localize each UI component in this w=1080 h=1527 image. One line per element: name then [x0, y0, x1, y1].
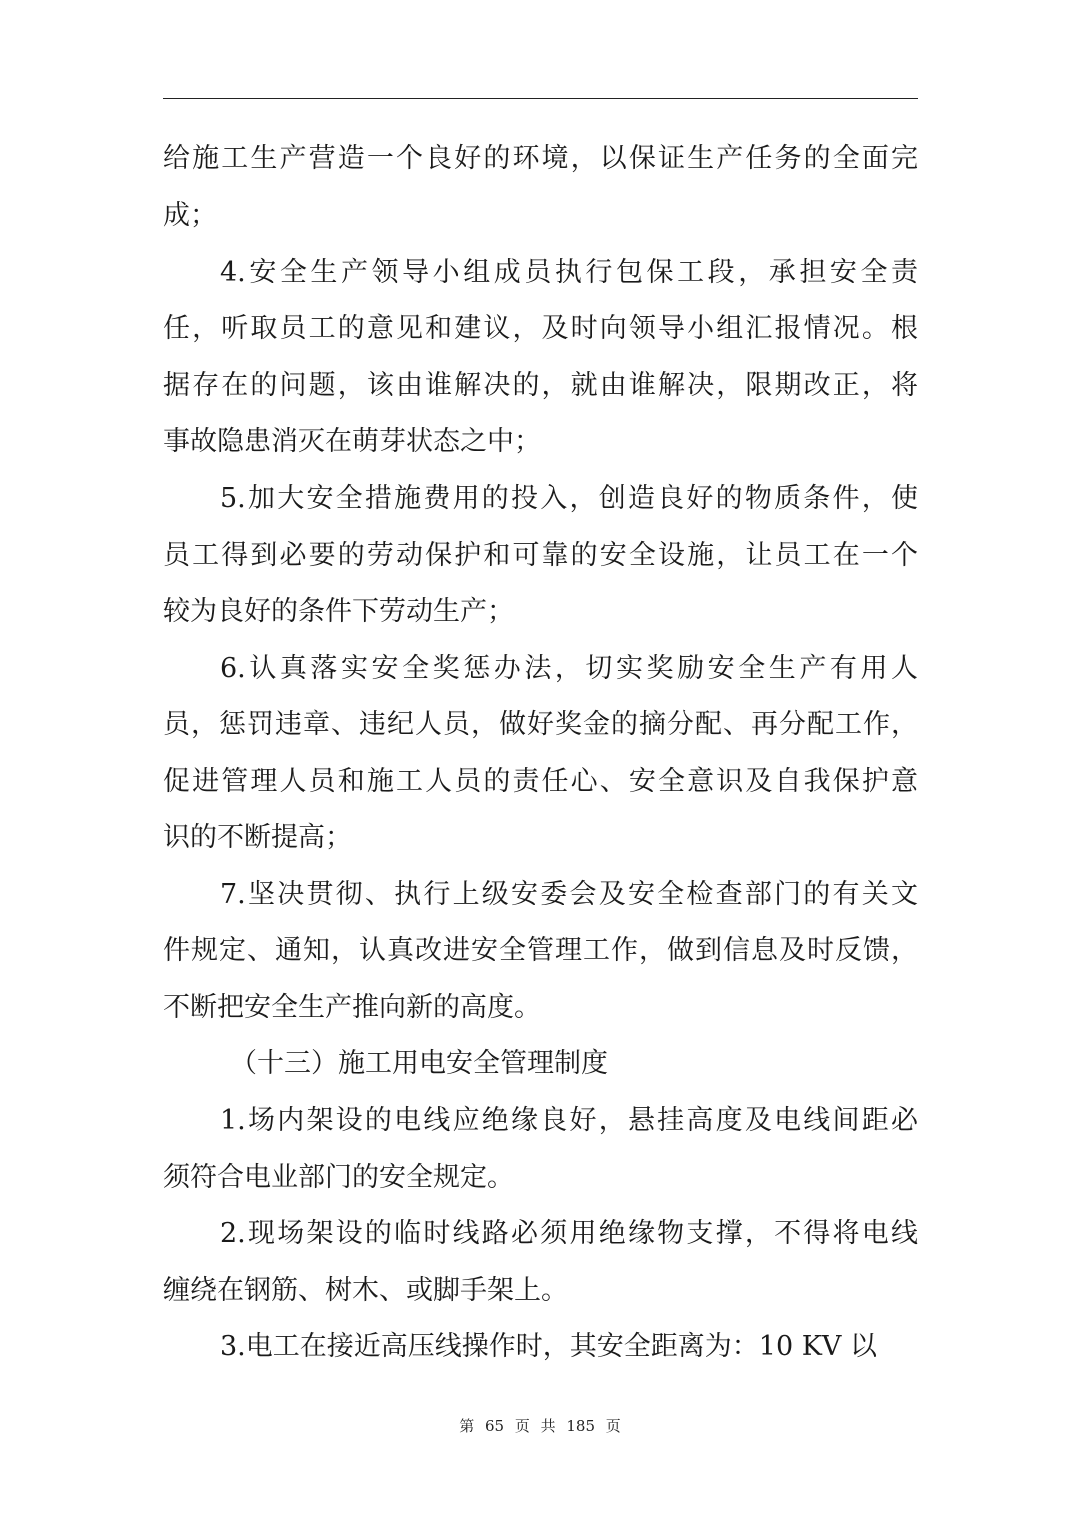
- text-line: 员，惩罚违章、违纪人员，做好奖金的摘分配、再分配工作，: [163, 709, 918, 740]
- section-heading: （十三）施工用电安全管理制度: [230, 1048, 608, 1079]
- text-line: 7.坚决贯彻、执行上级安委会及安全检查部门的有关文: [220, 879, 918, 910]
- text-line: 4.安全生产领导小组成员执行包保工段，承担安全责: [220, 257, 918, 288]
- text-line: 6.认真落实安全奖惩办法，切实奖励安全生产有用人: [220, 653, 918, 684]
- text-line: 缠绕在钢筋、树木、或脚手架上。: [163, 1275, 568, 1306]
- page-number-footer: 第 65 页 共 185 页: [459, 1417, 621, 1435]
- text-line: 件规定、通知，认真改进安全管理工作，做到信息及时反馈，: [163, 935, 918, 966]
- text-line: 不断把安全生产推向新的高度。: [163, 992, 541, 1023]
- header-rule: [163, 98, 918, 99]
- text-line: 任，听取员工的意见和建议，及时向领导小组汇报情况。根: [163, 313, 918, 344]
- text-line: 事故隐患消灭在萌芽状态之中；: [163, 426, 541, 457]
- text-line: 成；: [163, 200, 217, 231]
- text-line: 识的不断提高；: [163, 822, 352, 853]
- text-line: 员工得到必要的劳动保护和可靠的安全设施，让员工在一个: [163, 540, 918, 571]
- text-line: 促进管理人员和施工人员的责任心、安全意识及自我保护意: [163, 766, 918, 797]
- text-line: 3.电工在接近高压线操作时，其安全距离为：10 KV 以: [220, 1331, 877, 1362]
- text-line: 1.场内架设的电线应绝缘良好，悬挂高度及电线间距必: [220, 1105, 918, 1136]
- text-line: 较为良好的条件下劳动生产；: [163, 596, 514, 627]
- text-line: 给施工生产营造一个良好的环境，以保证生产任务的全面完: [163, 143, 918, 174]
- text-line: 据存在的问题，该由谁解决的，就由谁解决，限期改正，将: [163, 370, 918, 401]
- text-line: 须符合电业部门的安全规定。: [163, 1162, 514, 1193]
- text-line: 5.加大安全措施费用的投入，创造良好的物质条件，使: [220, 483, 918, 514]
- text-line: 2.现场架设的临时线路必须用绝缘物支撑，不得将电线: [220, 1218, 918, 1249]
